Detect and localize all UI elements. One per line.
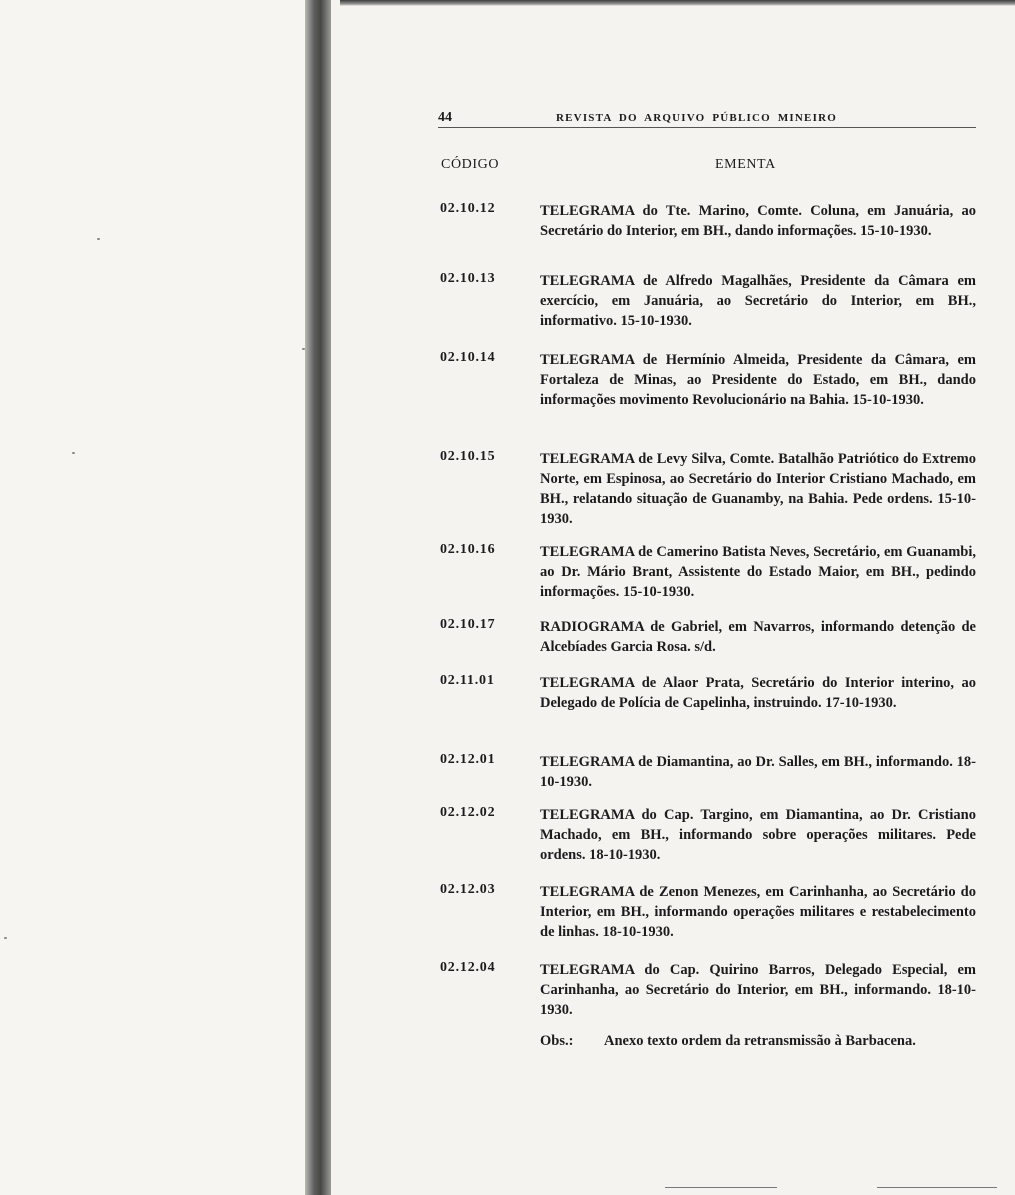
column-heading-summary: EMENTA <box>715 157 776 172</box>
book-binding-shadow <box>305 0 331 1195</box>
bottom-edge-line <box>665 1187 777 1188</box>
entry-code: 02.10.17 <box>440 617 496 632</box>
bottom-edge-line <box>877 1187 997 1188</box>
entry-summary: TELEGRAMA do Cap. Targino, em Diamantina, ao Dr. Cristiano Machado, em BH., informando sobre operações militares. Pede ordens. 18-10-1930. <box>540 807 976 863</box>
entry-summary: TELEGRAMA de Alfredo Magalhães, Presidente da Câmara em exercício, em Januária, ao Secretário do Interior, em BH., informativo. 15-10-1930. <box>540 273 976 329</box>
entry-summary: TELEGRAMA de Levy Silva, Comte. Batalhão Patriótico do Extremo Norte, em Espinosa, ao Secretário do Interior Cristiano Machado, em BH., relatando situação de Guanamby, na Bahia. Pede ordens. 15-10-1930. <box>540 451 976 527</box>
entry-code: 02.10.16 <box>440 542 496 557</box>
page-number: 44 <box>438 110 452 125</box>
entry-summary: TELEGRAMA de Alaor Prata, Secretário do Interior interino, ao Delegado de Polícia de Capelinha, instruindo. 17-10-1930. <box>540 675 976 711</box>
entry-summary: TELEGRAMA do Cap. Quirino Barros, Delegado Especial, em Carinhanha, ao Secretário do Interior, em BH., informando. 18-10-1930. <box>540 962 976 1018</box>
entry-code: 02.12.02 <box>440 805 496 820</box>
entry-code: 02.11.01 <box>440 673 495 688</box>
note-label: Obs.: <box>540 1033 574 1049</box>
dust-speck <box>97 238 100 240</box>
entry-summary: RADIOGRAMA de Gabriel, em Navarros, informando detenção de Alcebíades Garcia Rosa. s/d. <box>540 619 976 655</box>
entry-code: 02.12.03 <box>440 882 496 897</box>
header-rule <box>438 127 976 128</box>
dust-speck <box>4 937 7 939</box>
dust-speck <box>72 452 75 454</box>
column-heading-code: CÓDIGO <box>441 157 500 172</box>
entry-code: 02.12.01 <box>440 752 496 767</box>
entry-summary: TELEGRAMA de Diamantina, ao Dr. Salles, em BH., informando. 18-10-1930. <box>540 754 976 790</box>
entry-summary: TELEGRAMA de Zenon Menezes, em Carinhanha, ao Secretário do Interior, em BH., informando operações militares e restabelecimento de linhas. 18-10-1930. <box>540 884 976 940</box>
entry-code: 02.12.04 <box>440 960 496 975</box>
entry-summary: TELEGRAMA do Tte. Marino, Comte. Coluna, em Januária, ao Secretário do Interior, em BH., dando informações. 15-10-1930. <box>540 203 976 239</box>
entry-code: 02.10.12 <box>440 201 496 216</box>
entry-summary: TELEGRAMA de Hermínio Almeida, Presidente da Câmara, em Fortaleza de Minas, ao Presidente do Estado, em BH., dando informações movimento Revolucionário na Bahia. 15-10-1930. <box>540 352 976 408</box>
note-text: Anexo texto ordem da retransmissão à Barbacena. <box>604 1033 916 1049</box>
entry-code: 02.10.13 <box>440 271 496 286</box>
running-title: REVISTA DO ARQUIVO PÚBLICO MINEIRO <box>556 112 837 124</box>
page-top-edge <box>340 0 1015 6</box>
entry-code: 02.10.14 <box>440 350 496 365</box>
entry-summary: TELEGRAMA de Camerino Batista Neves, Secretário, em Guanambi, ao Dr. Mário Brant, Assistente do Estado Maior, em BH., pedindo informações. 15-10-1930. <box>540 544 976 600</box>
entry-code: 02.10.15 <box>440 449 496 464</box>
left-blank-page <box>0 0 312 1195</box>
